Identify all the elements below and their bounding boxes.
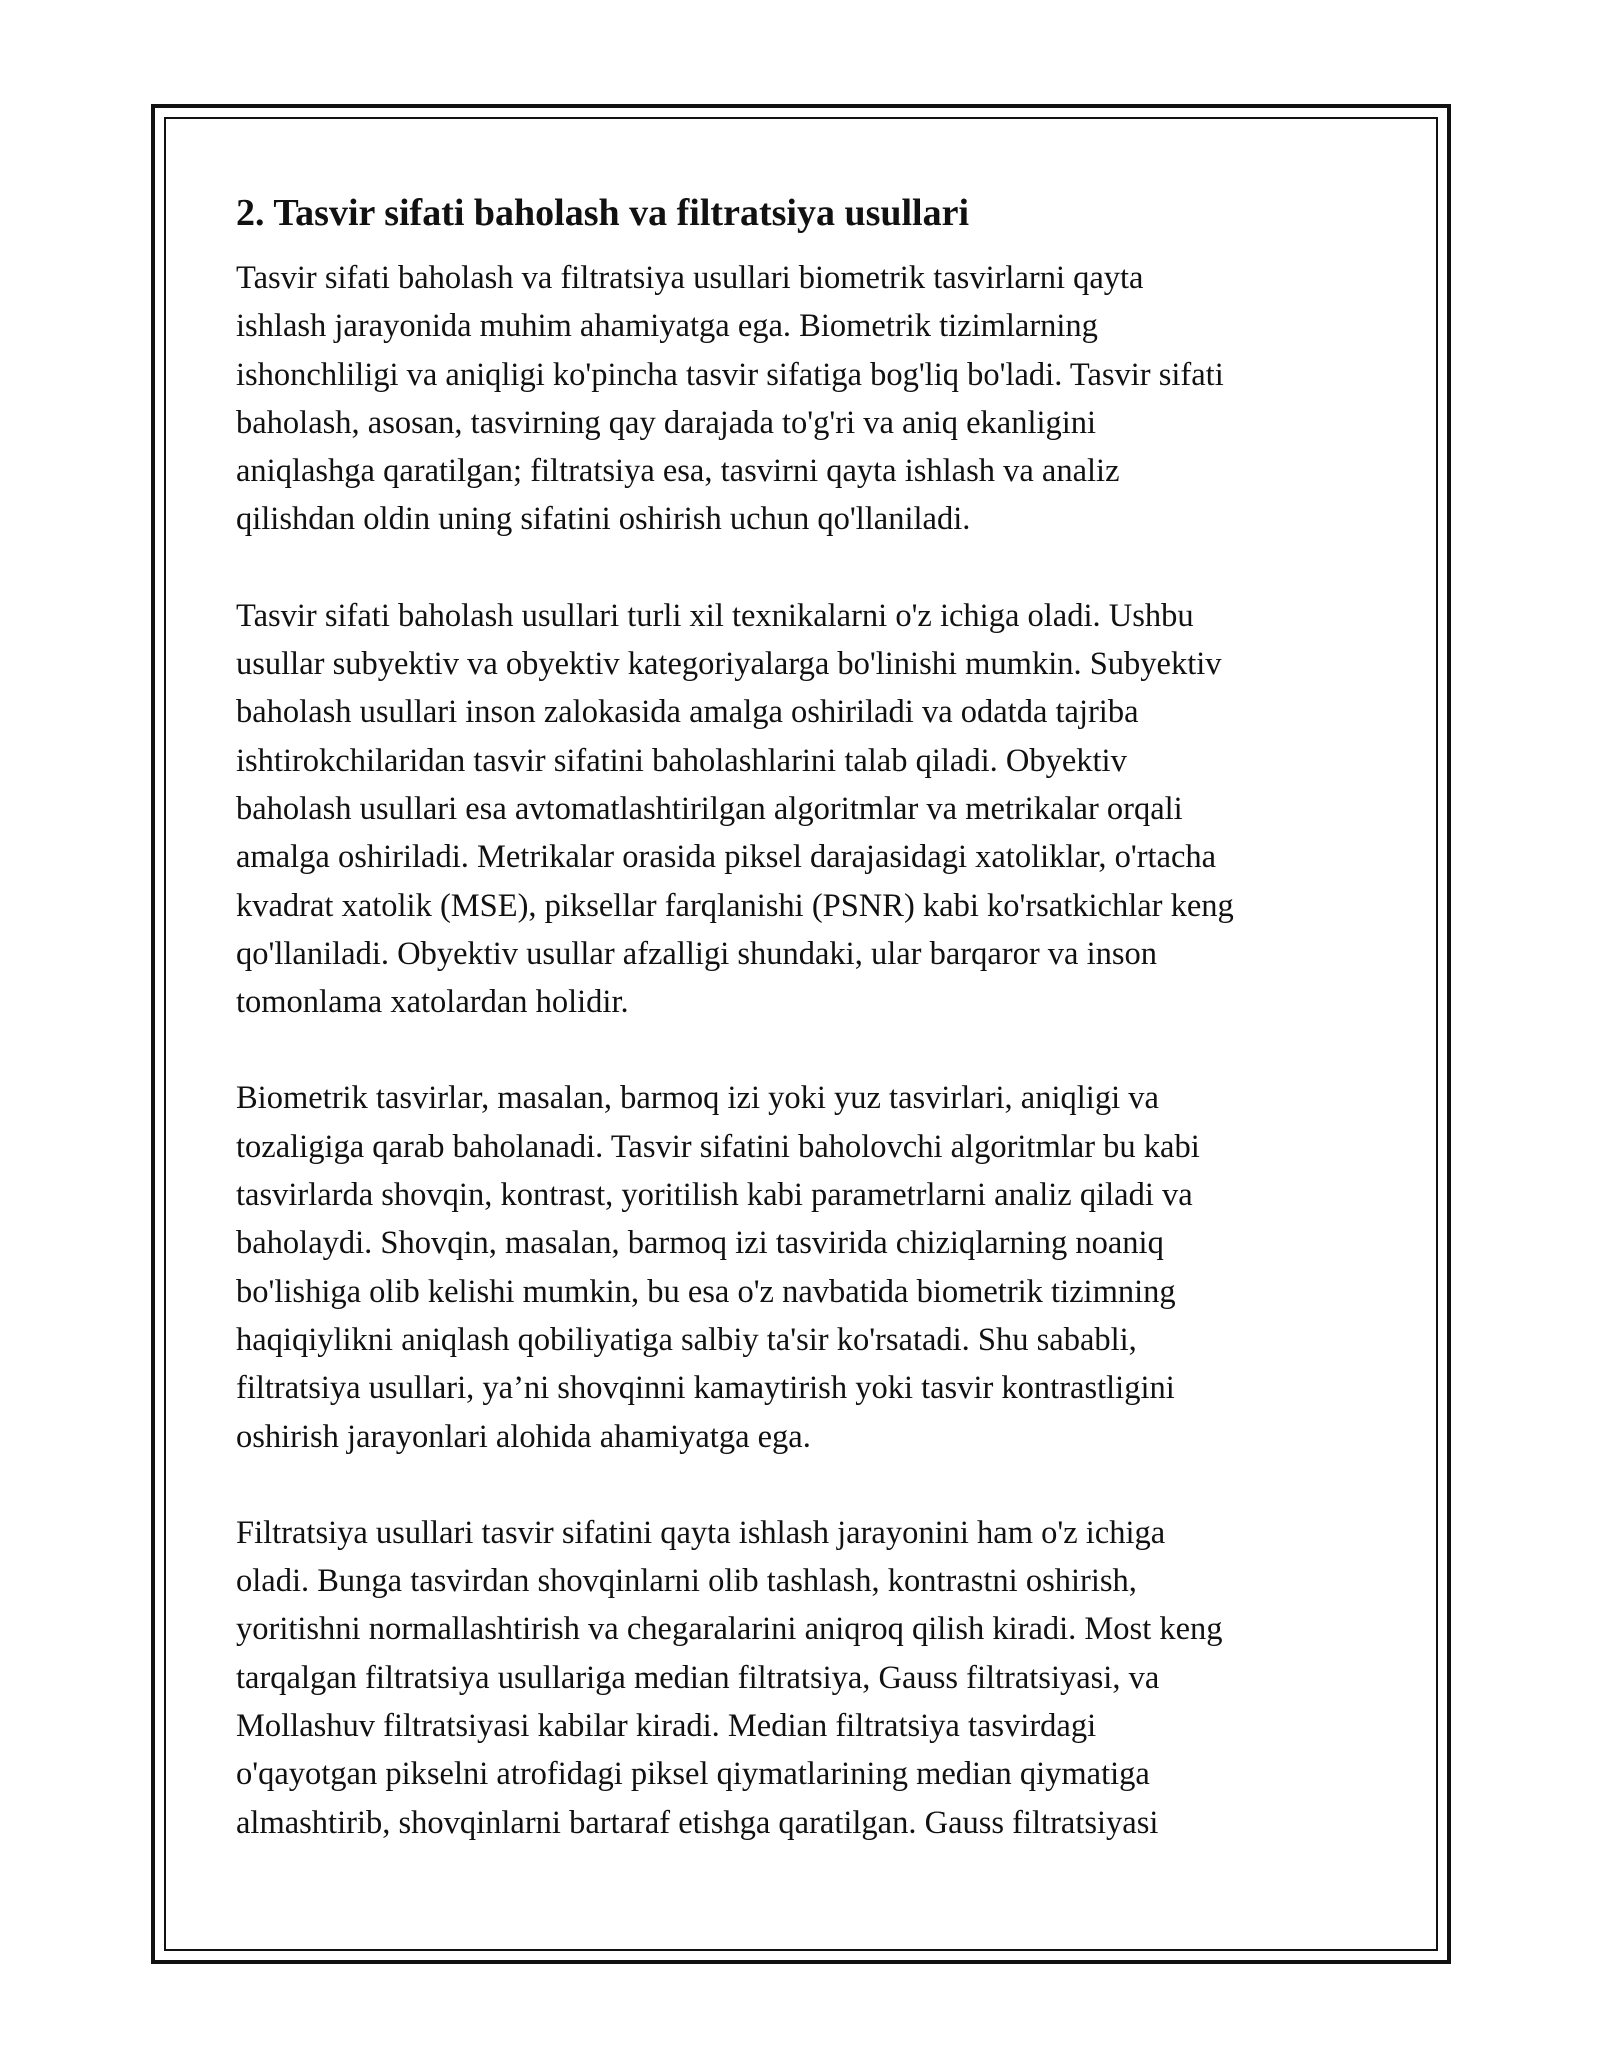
section-heading: 2. Tasvir sifati baholash va filtratsiya usullari (236, 192, 970, 234)
paragraph-line: tomonlama xatolardan holidir. (236, 984, 629, 1021)
paragraph-line: kvadrat xatolik (MSE), piksellar farqlanishi (PSNR) kabi ko'rsatkichlar keng (236, 887, 1234, 924)
paragraph-line: Mollashuv filtratsiyasi kabilar kiradi. Median filtratsiya tasvirdagi (236, 1708, 1097, 1745)
paragraph-line: usullar subyektiv va obyektiv kategoriyalarga bo'linishi mumkin. Subyektiv (236, 646, 1222, 683)
paragraph-line: o'qayotgan pikselni atrofidagi piksel qiymatlarining median qiymatiga (236, 1756, 1150, 1793)
paragraph-line: oshirish jarayonlari alohida ahamiyatga ega. (236, 1418, 811, 1455)
paragraph-line: ishonchliligi va aniqligi ko'pincha tasvir sifatiga bog'liq bo'ladi. Tasvir sifati (236, 356, 1224, 393)
paragraph-line: bo'lishiga olib kelishi mumkin, bu esa o'z navbatida biometrik tizimning (236, 1273, 1176, 1310)
paragraph (236, 1074, 1376, 1460)
paragraph-line: ishtirokchilaridan tasvir sifatini baholashlarini talab qiladi. Obyektiv (236, 742, 1127, 779)
paragraph-line: yoritishni normallashtirish va chegaralarini aniqroq qilish kiradi. Most keng (236, 1611, 1223, 1648)
paragraph-line: ishlash jarayonida muhim ahamiyatga ega. Biometrik tizimlarning (236, 308, 1098, 345)
document-body (236, 186, 1376, 1895)
paragraph-line: baholaydi. Shovqin, masalan, barmoq izi tasvirida chiziqlarning noaniq (236, 1225, 1164, 1262)
paragraph-line: qo'llaniladi. Obyektiv usullar afzalligi shundaki, ular barqaror va inson (236, 935, 1158, 972)
paragraph-line: tasvirlarda shovqin, kontrast, yoritilish kabi parametrlarni analiz qiladi va (236, 1177, 1193, 1214)
paragraph-line: almashtirib, shovqinlarni bartaraf etishga qaratilgan. Gauss filtratsiyasi (236, 1804, 1159, 1841)
paragraph-line: oladi. Bunga tasvirdan shovqinlarni olib tashlash, kontrastni oshirish, (236, 1563, 1137, 1600)
paragraph-line: aniqlashga qaratilgan; filtratsiya esa, tasvirni qayta ishlash va analiz (236, 453, 1120, 490)
paragraph-line: Biometrik tasvirlar, masalan, barmoq izi yoki yuz tasvirlari, aniqligi va (236, 1080, 1159, 1117)
paragraph-line: baholash usullari inson zalokasida amalga oshiriladi va odatda tajriba (236, 694, 1139, 731)
paragraph-line: Filtratsiya usullari tasvir sifatini qayta ishlash jarayonini ham o'z ichiga (236, 1514, 1166, 1551)
paragraph (236, 1509, 1376, 1847)
paragraph-line: baholash, asosan, tasvirning qay darajada to'g'ri va aniq ekanligini (236, 404, 1097, 441)
paragraph-list (236, 254, 1376, 1847)
paragraph-line: tarqalgan filtratsiya usullariga median filtratsiya, Gauss filtratsiyasi, va (236, 1659, 1160, 1696)
paragraph-line: baholash usullari esa avtomatlashtirilgan algoritmlar va metrikalar orqali (236, 790, 1183, 827)
paragraph-line: qilishdan oldin uning sifatini oshirish uchun qo'llaniladi. (236, 501, 971, 538)
paragraph (236, 592, 1376, 1027)
paragraph-line: haqiqiylikni aniqlash qobiliyatiga salbiy ta'sir ko'rsatadi. Shu sababli, (236, 1321, 1137, 1358)
paragraph-line: Tasvir sifati baholash usullari turli xil texnikalarni o'z ichiga oladi. Ushbu (236, 597, 1194, 634)
paragraph-line: tozaligiga qarab baholanadi. Tasvir sifatini baholovchi algoritmlar bu kabi (236, 1128, 1200, 1165)
paragraph-line: filtratsiya usullari, ya’ni shovqinni kamaytirish yoki tasvir kontrastligini (236, 1370, 1175, 1407)
paragraph-line: amalga oshiriladi. Metrikalar orasida piksel darajasidagi xatoliklar, o'rtacha (236, 839, 1217, 876)
paragraph (236, 254, 1376, 544)
paragraph-line: Tasvir sifati baholash va filtratsiya usullari biometrik tasvirlarni qayta (236, 260, 1144, 296)
